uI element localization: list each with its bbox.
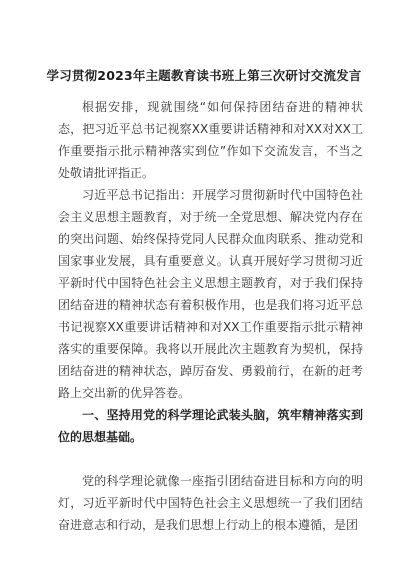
paragraph-intro: 根据安排，现就围绕“如何保持团结奋进的精神状态，把习近平总书记视察XX重要讲话精神和对XX对XX工作重要指示批示精神落实到位”作如下交流发言，不当之处敬请批评指正。 [58,100,363,180]
paragraph-theory: 党的科学理论就像一座指引团结奋进目标和方向的明灯，习近平新时代中国特色社会主义思想统一了我们团结奋进意志和行动，是我们思想上行动上的根本遵循，是团 [58,474,363,532]
document-title: 学习贯彻2023年主题教育读书班上第三次研讨交流发言 [46,68,362,83]
paragraph-remarks: 习近平总书记指出：开展学习贯彻新时代中国特色社会主义思想主题教育，对于统一全党思想、解决党内存在的突出问题、始终保持党同人民群众血肉联系、推动党和国家事业发展，具有重要意义。认真开展好学习贯彻习近平新时代中国特色社会主义思想主题教育，对于我们保持团结奋进的精神状态有着积极作用，也是我们将习近平总书记视察XX重要讲话精神和对XX工作重要指示批示精神落实的重要保障。我将以开展此次主题教育为契机，保持团结奋进的精神状态，踔厉奋发、勇毅前行，在新的赶考路上交出新的优异答卷。 [58,188,363,400]
section-heading-1: 一、坚持用党的科学理论武装头脑，筑牢精神落实到位的思想基础。 [58,408,363,444]
